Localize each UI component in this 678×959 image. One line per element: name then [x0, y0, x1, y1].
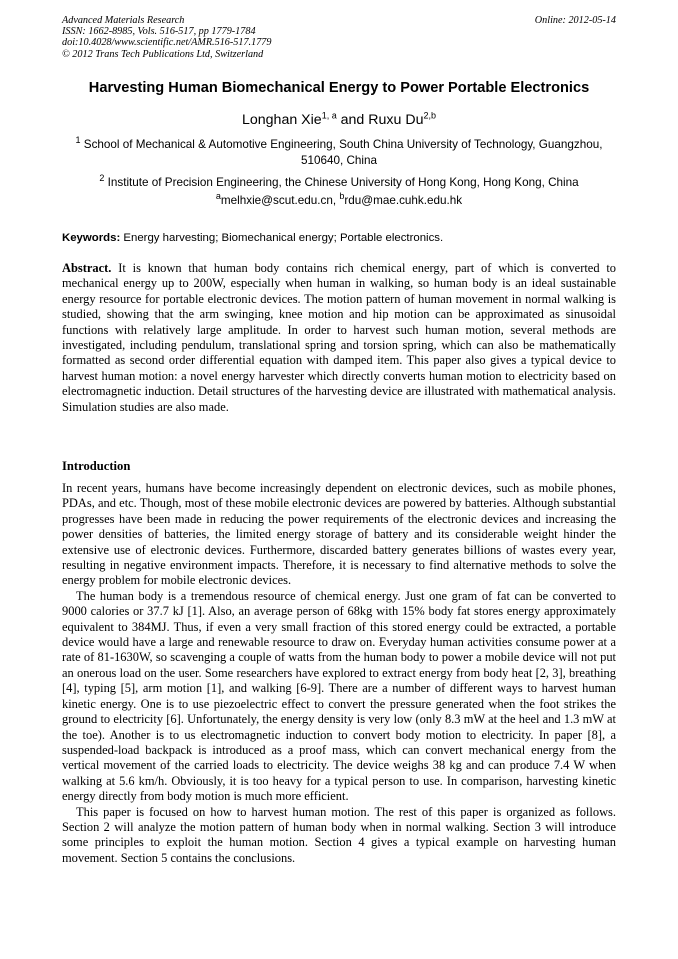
- journal-name: Advanced Materials Research: [62, 15, 185, 26]
- email-a: melhxie@scut.edu.cn,: [220, 194, 337, 207]
- intro-paragraph-2: The human body is a tremendous resource of chemical energy. Just one gram of fat can be converted to 9000 calories or 37.7 kJ [1]. Also, an average person of 68kg with 15% body fat stores energy approximately equivalent to 384MJ. Thus, if even a very small fraction of this stored energy could be extracted, a portable device would have a large and renewable resource to draw on. Everyday human activities consume power at a rate of 81-1630W, so scavenging a couple of watts from the human body to power a mobile device will not put an onerous load on the user. Some researchers have explored to extract energy from body heat [2, 3], breathing [4], typing [5], arm motion [1], and walking [6-9]. There are a number of different ways to harvest human kinetic energy. One is to use piezoelectric effect to convert the pressure generated when the foot strikes the ground to electricity [6]. Unfortunately, the energy density is very low (only 8.3 mW at the heel and 1.3 mW at the toe). Another is to us electromagnetic induction to convert body motion to electricity. In paper [8], a suspended-load backpack is introduced as a proof mass, which can convert mechanical energy from the vertical movement of the carried loads to electricity. The device weighs 38 kg and can produce 7.4 W when walking at 5.6 km/h. Obviously, it is too heavy for a typical person to use. In comparison, harvesting kinetic energy directly from body motion is much more efficient.: [62, 588, 616, 804]
- abstract-text: It is known that human body contains rich chemical energy, part of which is converted to mechanical energy up to 200W, especially when human in walking, so human body is an ideal sustainable energy resource for portable electronic devices. The motion pattern of human movement in normal walking is studied, showing that the arm swinging, knee motion and hip motion can be approximated as sinusoidal functions with relatively large amplitude. In order to harvest such human motion, several methods are investigated, including pendulum, translational spring and torsion spring, which can also be mathematically formatted as second order differential equation with damped item. This paper also gives a typical device to harvest human motion: a novel energy harvester which directly converts human motion to electricity based on electromagnetic induction. Detail structures of the harvesting device are illustrated with mathematical analysis. Simulation studies are also made.: [62, 261, 617, 414]
- keywords: [62, 232, 616, 244]
- introduction-body: [62, 481, 616, 866]
- affiliation-2-sup: 2: [99, 173, 105, 184]
- author-2-sup: 2,b: [423, 110, 436, 121]
- abstract-label: Abstract.: [62, 261, 112, 275]
- email-line: [20, 191, 658, 207]
- journal-header: [62, 15, 482, 60]
- intro-paragraph-3: This paper is focused on how to harvest human motion. The rest of this paper is organized as follows. Section 2 will analyze the motion pattern of human body when in normal walking. Section 3 will introduce some principles to exploit the human motion. Section 4 gives a typical example on harvesting human movement. Section 5 contains the conclusions.: [62, 804, 616, 865]
- keywords-label: Keywords:: [62, 232, 121, 244]
- online-date: Online: 2012-05-14: [534, 15, 616, 26]
- intro-paragraph-1: In recent years, humans have become increasingly dependent on electronic devices, such as mobile phones, PDAs, and etc. Though, most of these mobile electronic devices are powered by batteries. Although substantial progresses have been made in reducing the power requirements of the electronic devices and increasing the power densities of batteries, the limited energy storage of battery and its considerable weight hinder the extensive use of electronic devices. Furthermore, discarded battery generates billions of wastes every year, resulting in negative environment impacts. Therefore, it is necessary to find alternative methods to solve the energy problem for mobile electronic devices.: [62, 481, 616, 588]
- affiliation-2: [62, 175, 616, 191]
- email-a-sup: a: [215, 191, 221, 202]
- doi-line: doi:10.4028/www.scientific.net/AMR.516-517.1779: [62, 37, 272, 49]
- affiliation-1-text: School of Mechanical & Automotive Engineering, South China University of Technology, Guangzhou, 510640, China: [83, 138, 603, 167]
- section-heading-introduction: Introduction: [62, 459, 131, 473]
- email-b: rdu@mae.cuhk.edu.hk: [344, 194, 463, 207]
- author-and: and: [340, 112, 365, 128]
- paper-title: Harvesting Human Biomechanical Energy to Power Portable Electronics: [88, 80, 590, 96]
- copyright-line: © 2012 Trans Tech Publications Ltd, Switzerland: [62, 48, 264, 60]
- author-1: Longhan Xie: [242, 112, 322, 128]
- affiliation-1: [62, 137, 616, 169]
- keywords-text: Energy harvesting; Biomechanical energy; Portable electronics.: [123, 232, 444, 244]
- affiliation-2-text: Institute of Precision Engineering, the Chinese University of Hong Kong, Hong Kong, China: [107, 176, 579, 189]
- author-line: [20, 112, 658, 128]
- author-2: Ruxu Du: [368, 112, 424, 128]
- author-1-sup: 1, a: [321, 110, 337, 121]
- abstract: [62, 261, 616, 415]
- email-b-sup: b: [339, 191, 345, 202]
- issn-line: ISSN: 1662-8985, Vols. 516-517, pp 1779-1784: [62, 26, 256, 38]
- affiliation-1-sup: 1: [75, 135, 81, 146]
